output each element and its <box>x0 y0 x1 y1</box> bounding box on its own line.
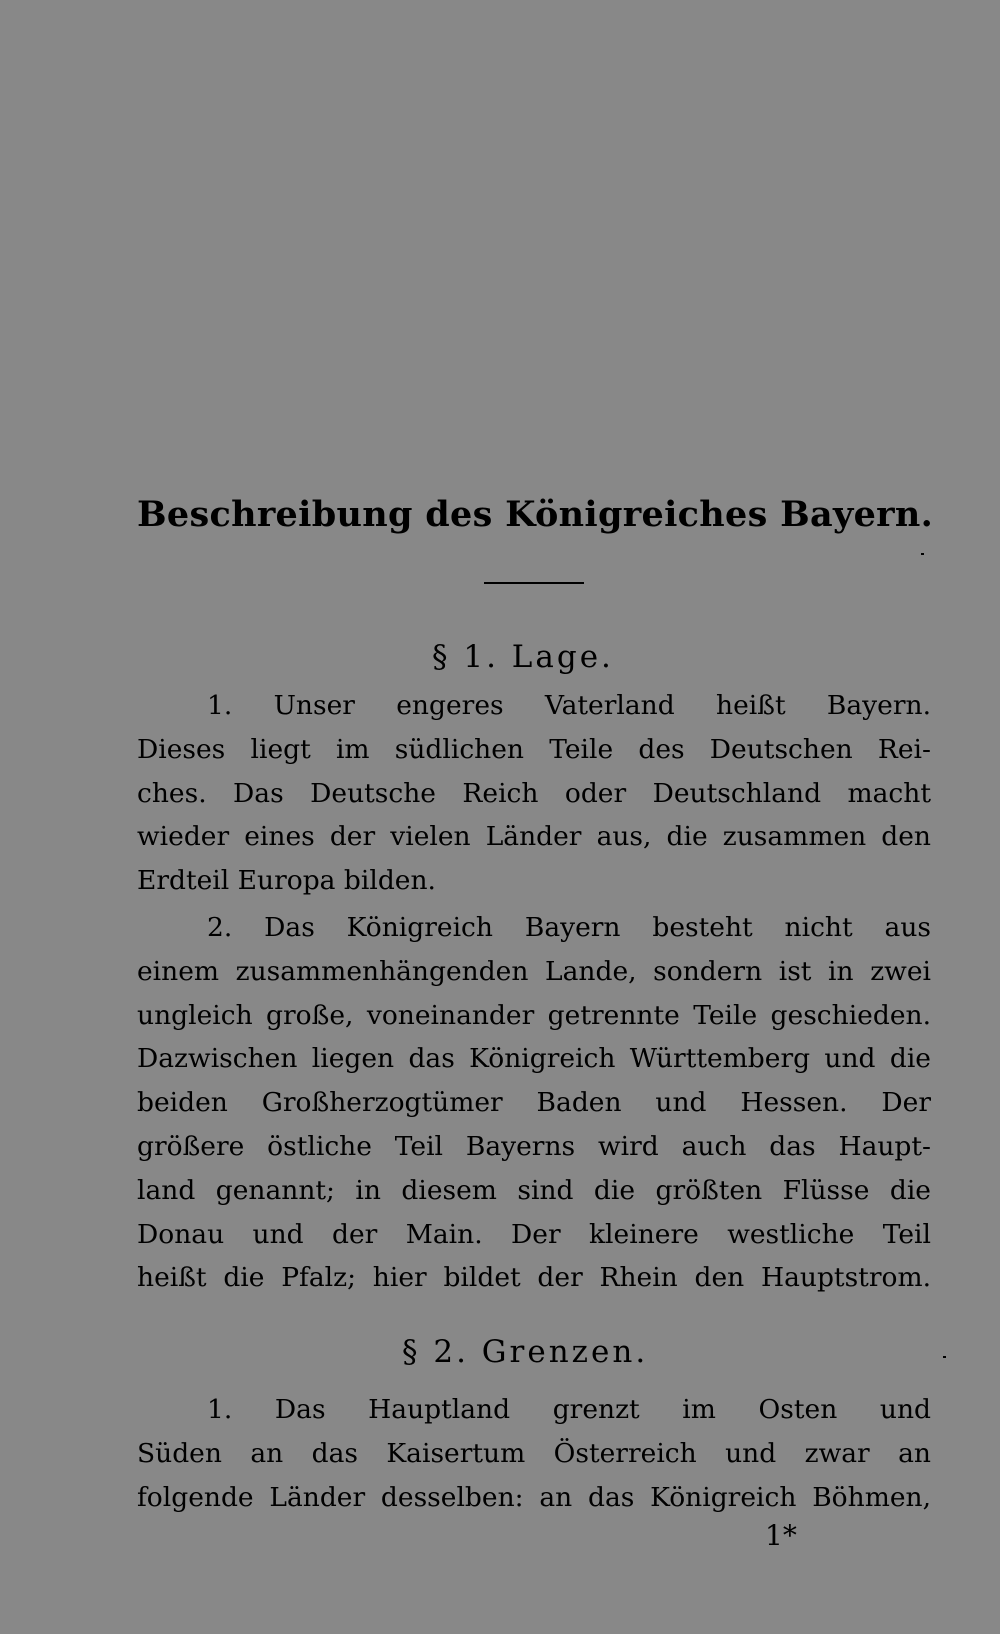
print-speck <box>943 1356 946 1358</box>
text-line: heißt die Pfalz; hier bildet der Rhein den Hauptstrom. <box>137 1262 931 1294</box>
text-line: Dazwischen liegen das Königreich Württemberg und die <box>137 1043 931 1075</box>
title-divider <box>484 582 584 584</box>
signature-mark: 1* <box>765 1519 797 1552</box>
paragraph-lage-2 <box>137 906 931 1300</box>
text-line: land genannt; in diesem sind die größten Flüsse die <box>137 1174 931 1206</box>
text-line: 2. Das Königreich Bayern besteht nicht aus <box>207 912 931 943</box>
print-speck <box>921 553 924 555</box>
section-heading-grenzen: § 2. Grenzen. <box>402 1334 649 1370</box>
text-line: Dieses liegt im südlichen Teile des Deutschen Rei- <box>137 733 931 765</box>
text-line: 1. Das Hauptland grenzt im Osten und <box>207 1394 931 1425</box>
text-line: Donau und der Main. Der kleinere westliche Teil <box>137 1218 931 1250</box>
text-line: Erdteil Europa bilden. <box>137 865 436 897</box>
text-line: folgende Länder desselben: an das Königreich Böhmen, <box>137 1481 931 1513</box>
text-line: größere östliche Teil Bayerns wird auch das Haupt- <box>137 1130 931 1162</box>
text-line: wieder eines der vielen Länder aus, die zusammen den <box>137 821 931 853</box>
page-title: Beschreibung des Königreiches Bayern. <box>137 494 934 535</box>
section-heading-lage: § 1. Lage. <box>432 639 614 675</box>
text-line: ches. Das Deutsche Reich oder Deutschland macht <box>137 777 931 809</box>
text-line: ungleich große, voneinander getrennte Teile geschieden. <box>137 999 931 1031</box>
text-line: einem zusammenhängenden Lande, sondern ist in zwei <box>137 955 931 987</box>
text-line: Süden an das Kaisertum Österreich und zwar an <box>137 1437 931 1469</box>
text-line: beiden Großherzogtümer Baden und Hessen. Der <box>137 1087 931 1119</box>
paragraph-lage-1 <box>137 684 931 903</box>
paragraph-grenzen-1 <box>137 1388 931 1519</box>
text-line: 1. Unser engeres Vaterland heißt Bayern. <box>207 690 931 721</box>
